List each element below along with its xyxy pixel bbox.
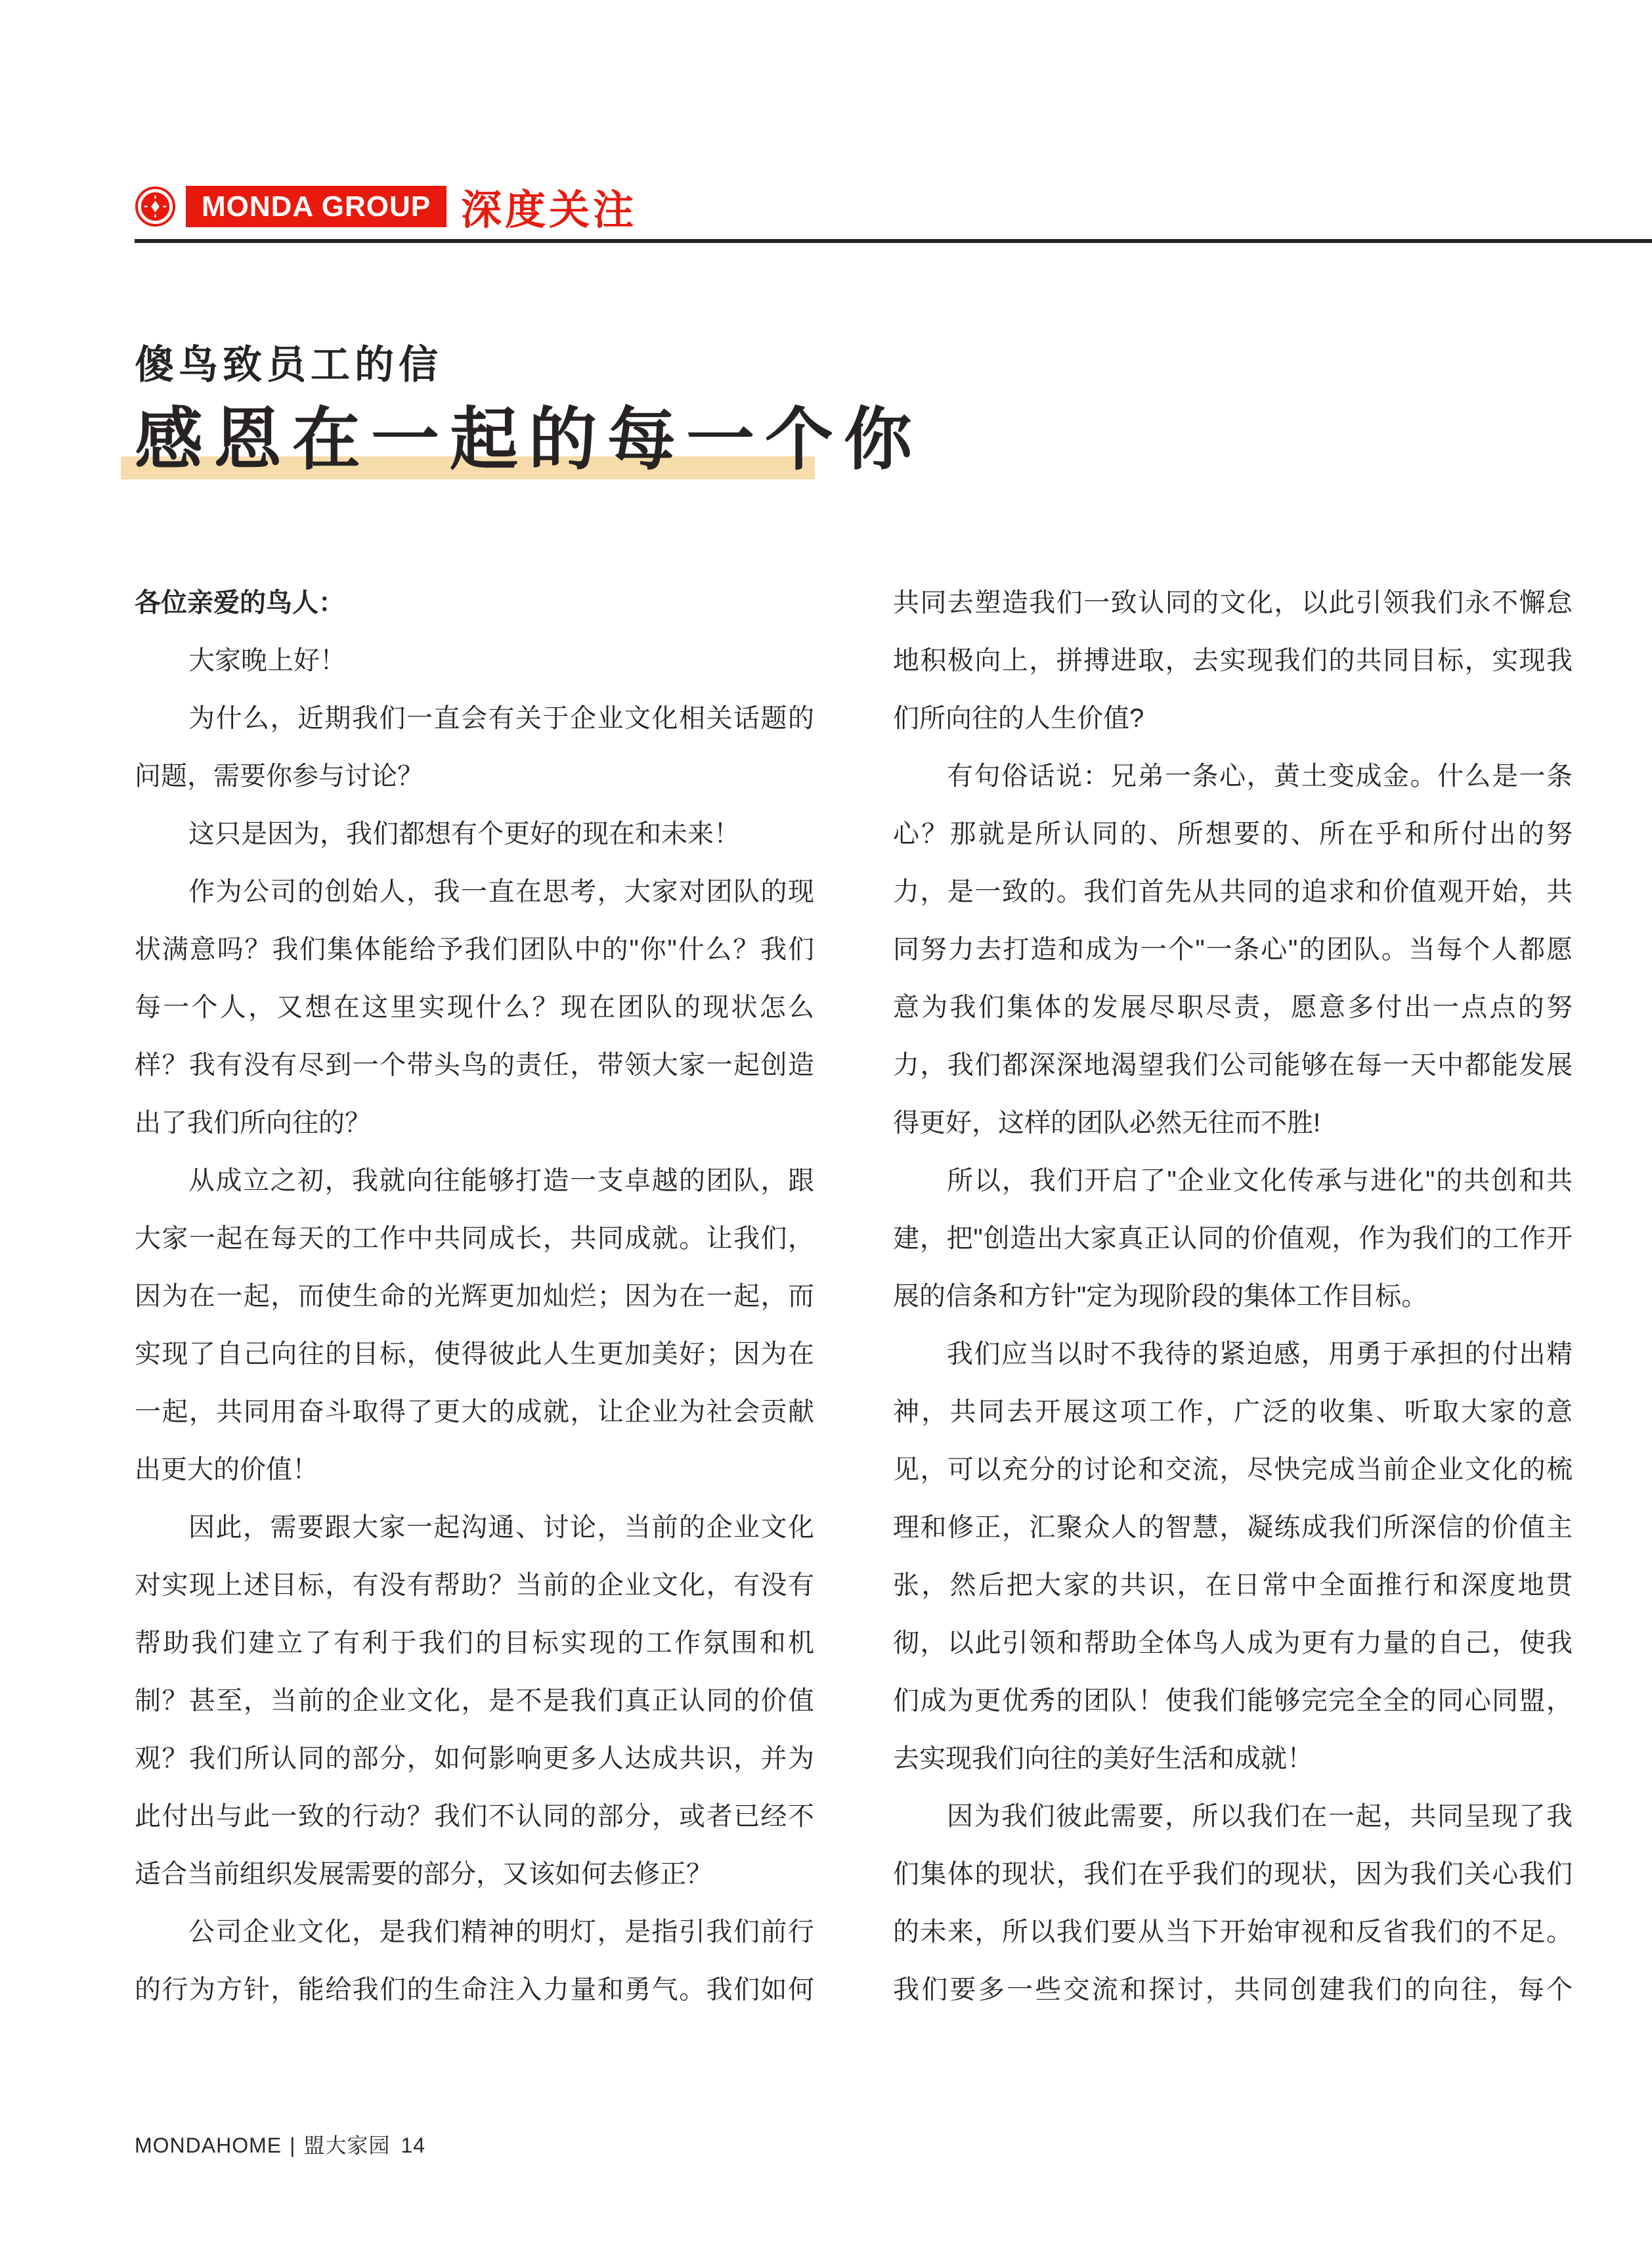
text-line: 力，我们都深深地渴望我们公司能够在每一天中都能发展 — [893, 1051, 1573, 1080]
text-line: 心？那就是所认同的、所想要的、所在乎和所付出的努 — [893, 820, 1573, 848]
text-line: 出了我们所向往的？ — [135, 1108, 371, 1137]
monda-flower-icon — [135, 186, 176, 227]
text-line: 我们要多一些交流和探讨，共同创建我们的向往，每个 — [893, 1975, 1573, 2004]
text-line: 共同去塑造我们一致认同的文化，以此引领我们永不懈怠 — [893, 588, 1573, 617]
article-body — [135, 574, 1573, 2019]
article-title-block — [135, 402, 923, 478]
text-line: 观？我们所认同的部分，如何影响更多人达成共识，并为 — [135, 1744, 814, 1773]
text-line: 得更好，这样的团队必然无往而不胜! — [893, 1108, 1321, 1137]
text-line: 大家一起在每天的工作中共同成长，共同成就。让我们， — [135, 1224, 814, 1253]
text-line: 对实现上述目标，有没有帮助？当前的企业文化，有没有 — [135, 1571, 814, 1600]
text-line: 地积极向上，拼搏进取，去实现我们的共同目标，实现我 — [893, 646, 1573, 675]
text-line: 们成为更优秀的团队！使我们能够完完全全的同心同盟， — [893, 1686, 1573, 1715]
text-line: 神，共同去开展这项工作，广泛的收集、听取大家的意 — [893, 1397, 1573, 1426]
text-line: 问题，需要你参与讨论？ — [135, 762, 424, 791]
text-line: 我们应当以时不我待的紧迫感，用勇于承担的付出精 — [947, 1340, 1573, 1369]
text-line: 意为我们集体的发展尽职尽责，愿意多付出一点点的努 — [893, 993, 1573, 1022]
text-line: 因为我们彼此需要，所以我们在一起，共同呈现了我 — [947, 1802, 1573, 1831]
page-header — [135, 186, 638, 233]
text-line: 大家晚上好！ — [188, 646, 346, 675]
text-line: 有句俗话说：兄弟一条心，黄土变成金。什么是一条 — [947, 762, 1573, 791]
text-line: 帮助我们建立了有利于我们的目标实现的工作氛围和机 — [135, 1629, 814, 1657]
footer-divider: | — [290, 2134, 296, 2157]
text-line: 一起，共同用奋斗取得了更大的成就，让企业为社会贡献 — [135, 1397, 814, 1426]
article-main-title: 感恩在一起的每一个你 — [135, 402, 923, 478]
section-title: 深度关注 — [461, 188, 638, 233]
left-column — [135, 574, 814, 2019]
text-line: 展的信条和方针"定为现阶段的集体工作目标。 — [893, 1282, 1428, 1311]
text-line: 所以，我们开启了"企业文化传承与进化"的共创和共 — [947, 1166, 1573, 1195]
text-line: 每一个人，又想在这里实现什么？现在团队的现状怎么 — [135, 993, 814, 1022]
text-line: 因为在一起，而使生命的光辉更加灿烂；因为在一起，而 — [135, 1282, 814, 1311]
text-line: 这只是因为，我们都想有个更好的现在和未来！ — [188, 820, 740, 848]
text-line: 建，把"创造出大家真正认同的价值观，作为我们的工作开 — [893, 1224, 1573, 1253]
page-footer — [135, 2129, 425, 2159]
footer-brand: MONDAHOME — [135, 2134, 282, 2157]
brand-badge: MONDA GROUP — [186, 186, 446, 227]
text-line: 各位亲爱的鸟人： — [135, 588, 345, 617]
article-kicker: 傻鸟致员工的信 — [135, 343, 443, 387]
text-line: 此付出与此一致的行动？我们不认同的部分，或者已经不 — [135, 1802, 814, 1831]
text-line: 去实现我们向往的美好生活和成就！ — [893, 1744, 1313, 1773]
text-line: 制？甚至，当前的企业文化，是不是我们真正认同的价值 — [135, 1686, 814, 1715]
text-line: 同努力去打造和成为一个"一条心"的团队。当每个人都愿 — [893, 935, 1573, 964]
footer-page-number: 14 — [401, 2134, 426, 2157]
right-column — [893, 574, 1573, 2019]
text-line: 的未来，所以我们要从当下开始审视和反省我们的不足。 — [893, 1917, 1573, 1946]
text-line: 的行为方针，能给我们的生命注入力量和勇气。我们如何 — [135, 1975, 814, 2004]
text-line: 因此，需要跟大家一起沟通、讨论，当前的企业文化 — [188, 1513, 814, 1542]
text-line: 实现了自己向往的目标，使得彼此人生更加美好；因为在 — [135, 1340, 814, 1369]
text-line: 出更大的价值！ — [135, 1455, 318, 1484]
text-line: 公司企业文化，是我们精神的明灯，是指引我们前行 — [188, 1917, 814, 1946]
text-line: 样？我有没有尽到一个带头鸟的责任，带领大家一起创造 — [135, 1051, 814, 1080]
footer-magazine-name: 盟大家园 — [303, 2134, 391, 2157]
text-line: 作为公司的创始人，我一直在思考，大家对团队的现 — [188, 877, 814, 906]
text-line: 张，然后把大家的共识，在日常中全面推行和深度地贯 — [893, 1571, 1573, 1600]
text-line: 见，可以充分的讨论和交流，尽快完成当前企业文化的梳 — [893, 1455, 1573, 1484]
text-line: 为什么，近期我们一直会有关于企业文化相关话题的 — [188, 704, 814, 733]
text-line: 适合当前组织发展需要的部分，又该如何去修正？ — [135, 1860, 712, 1889]
text-line: 理和修正，汇聚众人的智慧，凝练成我们所深信的价值主 — [893, 1513, 1573, 1542]
text-line: 们集体的现状，我们在乎我们的现状，因为我们关心我们 — [893, 1860, 1573, 1889]
text-line: 彻，以此引领和帮助全体鸟人成为更有力量的自己，使我 — [893, 1629, 1573, 1657]
text-line: 力，是一致的。我们首先从共同的追求和价值观开始，共 — [893, 877, 1573, 906]
text-line: 状满意吗？我们集体能给予我们团队中的"你"什么？我们 — [135, 935, 814, 964]
text-line: 们所向往的人生价值? — [893, 704, 1144, 733]
header-rule — [135, 239, 1652, 243]
text-line: 从成立之初，我就向往能够打造一支卓越的团队，跟 — [188, 1166, 814, 1195]
